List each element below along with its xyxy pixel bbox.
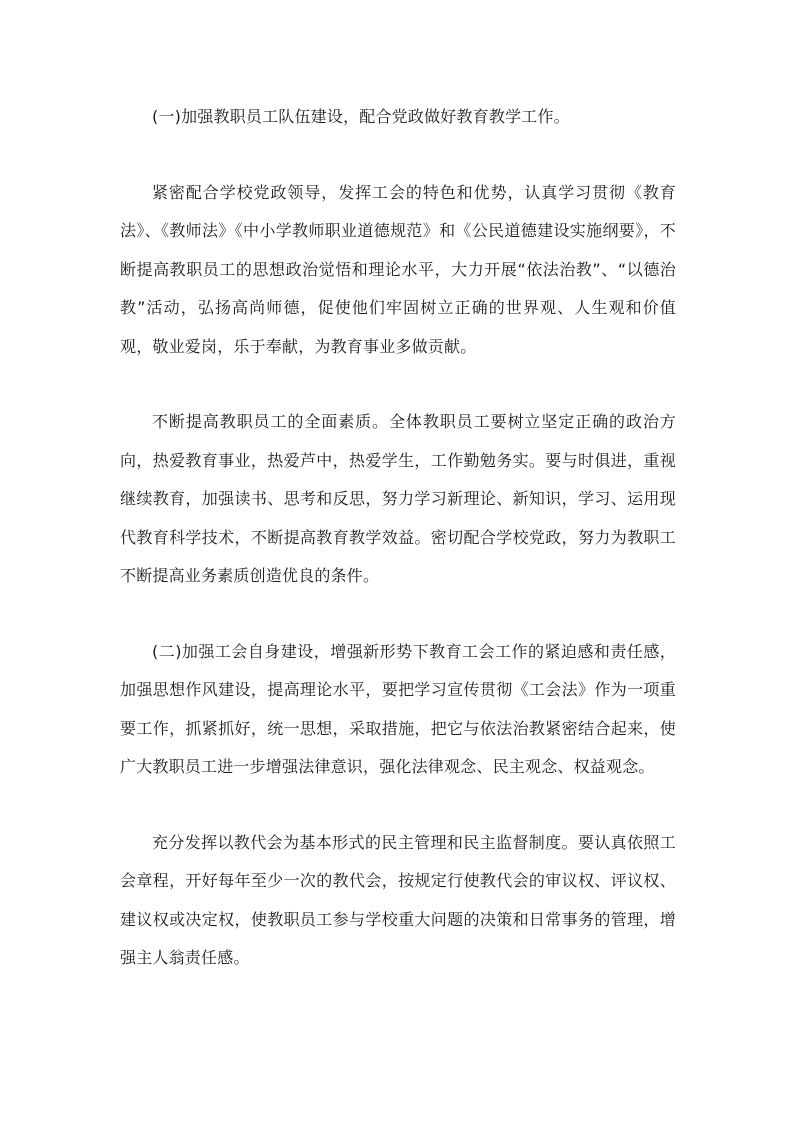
section-heading-1: (一)加强教职员工队伍建设，配合党政做好教育教学工作。	[152, 107, 570, 126]
body-paragraph: 充分发挥以教代会为基本形式的民主管理和民主监督制度。要认真依照工会章程，开好每年至少一次的教代会，按规定行使教代会的审议权、评议权、建议权或决定权，使教职员工参与学校重大问题的决策和日常事务的管理，增强主人翁责任感。	[120, 832, 676, 967]
body-paragraph: 不断提高教职员工的全面素质。全体教职员工要树立坚定正确的政治方向，热爱教育事业，热爱芦中，热爱学生，工作勤勉务实。要与时俱进，重视继续教育，加强读书、思考和反思，努力学习新理论、新知识，学习、运用现代教育科学技术，不断提高教育教学效益。密切配合学校党政，努力为教职工不断提高业务素质创造优良的条件。	[120, 412, 676, 585]
section-heading-2: (二)加强工会自身建设，增强新形势下教育工会工作的紧迫感和责任感，加强思想作风建设，提高理论水平，要把学习宣传贯彻《工会法》作为一项重要工作，抓紧抓好，统一思想，采取措施，把它与依法治教紧密结合起来，使广大教职员工进一步增强法律意识，强化法律观念、民主观念、权益观念。	[120, 641, 676, 776]
document-body	[120, 98, 676, 1015]
body-paragraph: 紧密配合学校党政领导，发挥工会的特色和优势，认真学习贯彻《教育法》、《教师法》《中小学教师职业道德规范》和《公民道德建设实施纲要》，不断提高教职员工的思想政治觉悟和理论水平，大力开展“依法治教”、“以德治教”活动，弘扬高尚师德，促使他们牢固树立正确的世界观、人生观和价值观，敬业爱岗，乐于奉献，为教育事业多做贡献。	[120, 182, 676, 356]
